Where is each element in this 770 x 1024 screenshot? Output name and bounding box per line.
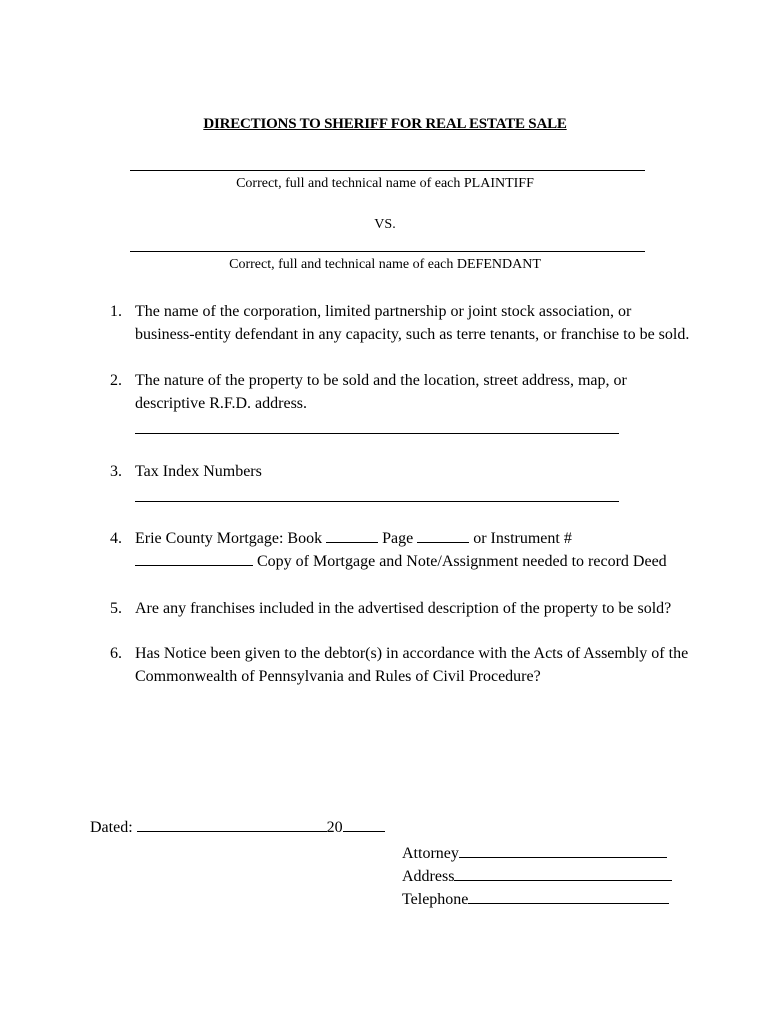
year-field[interactable] bbox=[343, 817, 385, 832]
list-item bbox=[110, 369, 690, 434]
item-text: Tax Index Numbers bbox=[135, 463, 262, 480]
item-text: Are any franchises included in the advertised description of the property to be sold? bbox=[135, 600, 672, 617]
signature-block bbox=[402, 842, 672, 911]
telephone-label: Telephone bbox=[402, 891, 469, 908]
telephone-row bbox=[402, 888, 672, 911]
year-prefix: 20 bbox=[326, 819, 343, 836]
address-row bbox=[402, 865, 672, 888]
address-label: Address bbox=[402, 868, 455, 885]
versus-label: VS. bbox=[374, 217, 396, 232]
mortgage-book-label: Erie County Mortgage: Book bbox=[135, 530, 323, 547]
list-item bbox=[110, 642, 690, 688]
item-number: 3. bbox=[110, 463, 122, 480]
directions-list bbox=[110, 300, 690, 688]
item-text: Has Notice been given to the debtor(s) in accordance with the Acts of Assembly of the Commonwealth of Pennsylvania and Rules of Civil Procedure? bbox=[135, 645, 689, 685]
tax-index-field[interactable] bbox=[135, 483, 619, 502]
instrument-number-field[interactable] bbox=[135, 551, 253, 566]
plaintiff-caption: Correct, full and technical name of each PLAINTIFF bbox=[236, 176, 534, 191]
item-text: The nature of the property to be sold and the location, street address, map, or descriptive R.F.D. address. bbox=[135, 372, 627, 412]
item-number: 4. bbox=[110, 530, 122, 547]
instrument-label: or Instrument # bbox=[473, 530, 572, 547]
address-field[interactable] bbox=[454, 866, 672, 881]
dated-label: Dated: bbox=[90, 819, 133, 836]
item-number: 6. bbox=[110, 645, 122, 662]
page-field[interactable] bbox=[417, 528, 469, 543]
list-item bbox=[110, 460, 690, 502]
attorney-label: Attorney bbox=[402, 845, 459, 862]
plaintiff-name-line[interactable] bbox=[130, 170, 645, 171]
mortgage-note-text: Copy of Mortgage and Note/Assignment needed to record Deed bbox=[257, 553, 667, 570]
mortgage-page-label: Page bbox=[382, 530, 414, 547]
list-item bbox=[110, 300, 690, 346]
attorney-field[interactable] bbox=[459, 843, 667, 858]
dated-row bbox=[90, 817, 385, 837]
list-item bbox=[110, 597, 690, 620]
telephone-field[interactable] bbox=[468, 889, 669, 904]
defendant-caption: Correct, full and technical name of each DEFENDANT bbox=[229, 257, 541, 272]
date-field[interactable] bbox=[137, 817, 327, 832]
defendant-name-line[interactable] bbox=[130, 251, 645, 252]
book-field[interactable] bbox=[326, 528, 378, 543]
attorney-row bbox=[402, 842, 672, 865]
property-address-field[interactable] bbox=[135, 415, 619, 434]
document-title: DIRECTIONS TO SHERIFF FOR REAL ESTATE SALE bbox=[203, 116, 567, 132]
item-number: 1. bbox=[110, 303, 122, 320]
list-item bbox=[110, 527, 690, 573]
item-text: The name of the corporation, limited partnership or joint stock association, or business-entity defendant in any capacity, such as terre tenants, or franchise to be sold. bbox=[135, 303, 690, 343]
item-number: 5. bbox=[110, 600, 122, 617]
item-number: 2. bbox=[110, 372, 122, 389]
